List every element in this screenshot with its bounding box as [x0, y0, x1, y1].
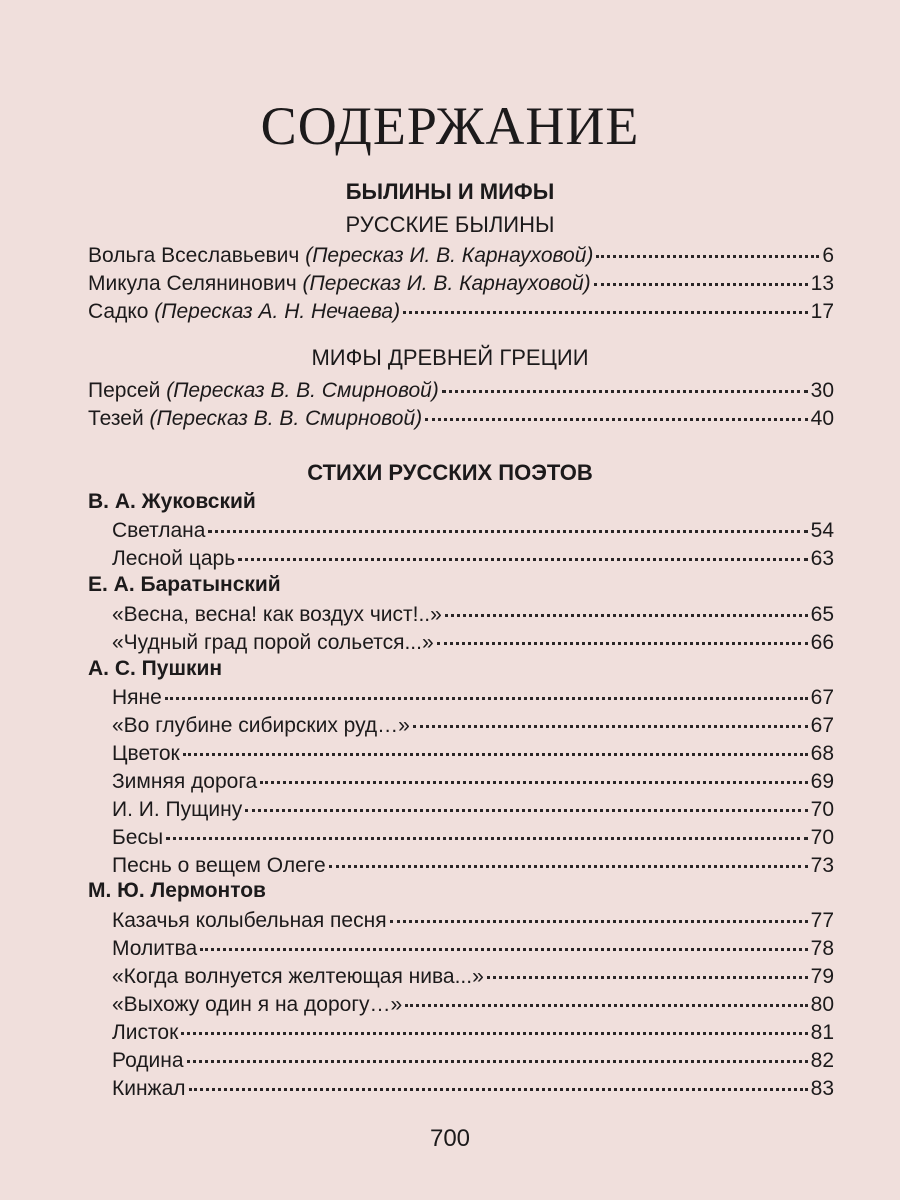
entry-page: 80 [810, 993, 834, 1016]
entry-title: Микула Селянинович [88, 272, 303, 295]
toc-entry [88, 242, 834, 270]
leader-dots [413, 725, 808, 728]
entry-title: И. И. Пущину [112, 798, 243, 821]
entry-title: Персей [88, 379, 167, 402]
leader-dots [208, 530, 807, 533]
entry-page: 82 [810, 1049, 834, 1072]
leader-dots [181, 1032, 807, 1035]
leader-dots [166, 837, 808, 840]
toc-entry [112, 684, 834, 712]
entry-page: 69 [810, 770, 834, 793]
entry-title: «Чудный град порой сольется...» [112, 631, 434, 654]
section-heading-byliny-mify: БЫЛИНЫ И МИФЫ [345, 179, 555, 204]
leader-dots [189, 1088, 808, 1091]
entry-page: 73 [810, 854, 834, 877]
leader-dots [183, 753, 808, 756]
entry-page: 6 [822, 244, 834, 267]
leader-dots [442, 390, 808, 393]
toc-entry [112, 935, 834, 963]
entry-page: 30 [810, 379, 834, 402]
entry-title: Лесной царь [112, 547, 236, 570]
toc-entry [112, 991, 834, 1019]
leader-dots [425, 418, 808, 421]
toc-entry [88, 270, 834, 298]
toc-entry [112, 907, 834, 935]
author-heading: Е. А. Баратынский [88, 573, 281, 596]
entry-page: 83 [810, 1077, 834, 1100]
entry-page: 17 [810, 300, 834, 323]
page-number: 700 [429, 1125, 471, 1152]
entry-page: 67 [810, 714, 834, 737]
entry-title: «Весна, весна! как воздух чист!..» [112, 603, 442, 626]
section-heading-stihi: СТИХИ РУССКИХ ПОЭТОВ [307, 460, 593, 485]
toc-entry [112, 740, 834, 768]
leader-dots [165, 697, 808, 700]
entry-page: 70 [810, 826, 834, 849]
entry-page: 70 [810, 798, 834, 821]
leader-dots [487, 976, 808, 979]
toc-entry [112, 963, 834, 991]
entry-title: Кинжал [112, 1077, 186, 1100]
subsection-heading-mify-grecii: МИФЫ ДРЕВНЕЙ ГРЕЦИИ [311, 345, 589, 370]
entry-page: 79 [810, 965, 834, 988]
toc-entry [112, 601, 834, 629]
leader-dots [187, 1060, 808, 1063]
page-title: СОДЕРЖАНИЕ [260, 96, 640, 156]
entry-title: Молитва [112, 937, 198, 960]
leader-dots [405, 1004, 807, 1007]
toc-entry [88, 405, 834, 433]
entry-title: Садко [88, 300, 155, 323]
toc-entry [112, 796, 834, 824]
toc-entry [112, 712, 834, 740]
toc-entry [112, 1019, 834, 1047]
entry-title: Песнь о вещем Олеге [112, 854, 326, 877]
leader-dots [238, 558, 808, 561]
toc-entry [112, 1047, 834, 1075]
author-heading: В. А. Жуковский [88, 490, 256, 513]
entry-page: 68 [810, 742, 834, 765]
toc-entry [88, 298, 834, 326]
entry-page: 40 [810, 407, 834, 430]
entry-title: Вольга Всеславьевич [88, 244, 306, 267]
toc-entry [112, 545, 834, 573]
entry-page: 63 [810, 547, 834, 570]
entry-page: 13 [810, 272, 834, 295]
entry-page: 77 [810, 909, 834, 932]
entry-title: Казачья колыбельная песня [112, 909, 387, 932]
entry-note: (Пересказ И. В. Карнауховой) [302, 272, 591, 295]
entry-page: 54 [810, 519, 834, 542]
leader-dots [445, 614, 808, 617]
entry-note: (Пересказ В. В. Смирновой) [149, 407, 423, 430]
entry-note: (Пересказ В. В. Смирновой) [166, 379, 439, 402]
entry-title: Тезей [88, 407, 150, 430]
toc-entry [112, 1075, 834, 1103]
entry-note: (Пересказ А. Н. Нечаева) [154, 300, 401, 323]
author-heading: А. С. Пушкин [88, 657, 223, 680]
leader-dots [403, 311, 808, 314]
entry-note: (Пересказ И. В. Карнауховой) [305, 244, 594, 267]
toc-entry [112, 824, 834, 852]
toc-entry [88, 377, 834, 405]
entry-title: Светлана [112, 519, 206, 542]
entry-title: Родина [112, 1049, 184, 1072]
entry-page: 78 [810, 937, 834, 960]
leader-dots [245, 809, 807, 812]
leader-dots [200, 948, 807, 951]
leader-dots [390, 920, 808, 923]
entry-title: Цветок [112, 742, 180, 765]
leader-dots [594, 283, 808, 286]
entry-title: «Когда волнуется желтеющая нива...» [112, 965, 484, 988]
entry-page: 65 [810, 603, 834, 626]
entry-title: Листок [112, 1021, 179, 1044]
entry-title: Бесы [112, 826, 164, 849]
leader-dots [329, 865, 808, 868]
leader-dots [596, 255, 819, 258]
leader-dots [437, 642, 808, 645]
leader-dots [260, 781, 807, 784]
entry-title: «Во глубине сибирских руд…» [112, 714, 410, 737]
toc-entry [112, 517, 834, 545]
subsection-heading-russkie-byliny: РУССКИЕ БЫЛИНЫ [345, 212, 555, 237]
entry-page: 67 [810, 686, 834, 709]
toc-entry [112, 852, 834, 880]
entry-title: «Выхожу один я на дорогу…» [112, 993, 403, 1016]
entry-title: Зимняя дорога [112, 770, 258, 793]
entry-page: 81 [810, 1021, 834, 1044]
entry-title: Няне [112, 686, 162, 709]
toc-entry [112, 768, 834, 796]
toc-entry [112, 629, 834, 657]
entry-page: 66 [810, 631, 834, 654]
author-heading: М. Ю. Лермонтов [88, 879, 266, 902]
